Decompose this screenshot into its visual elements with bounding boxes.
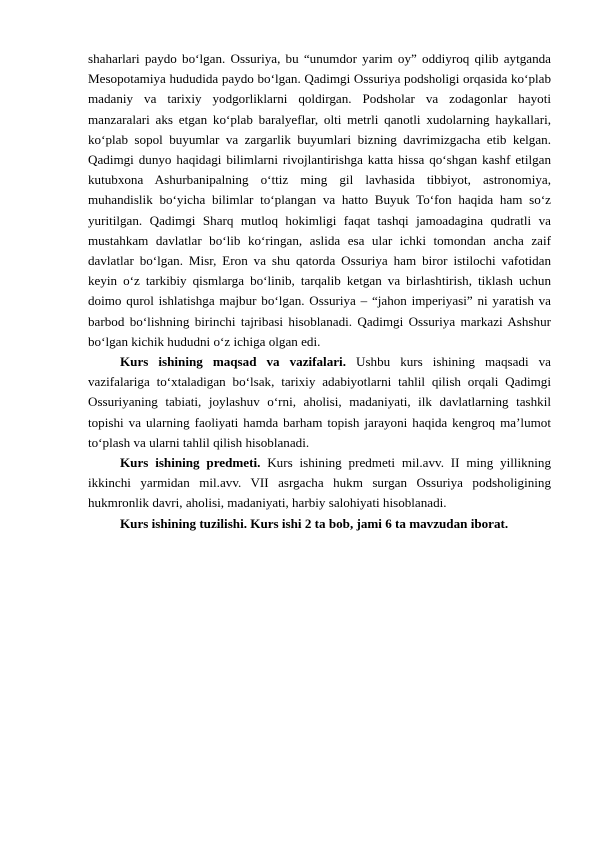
document-page xyxy=(88,49,551,534)
goals-heading: Kurs ishining maqsad va vazifalari. xyxy=(120,354,346,370)
subject-text: Kurs ishining predmeti mil.avv. II ming yillikning ikkinchi yarmidan mil.avv. VII asrgacha hukm surgan Ossuriya podsholigining hukmronlik davri, aholisi, madaniyati, harbiy salohiyati hisoblanadi. xyxy=(88,455,552,511)
subject-heading: Kurs ishining predmeti. xyxy=(120,455,261,471)
body-paragraph-structure: Kurs ishining tuzilishi. Kurs ishi 2 ta bob, jami 6 ta mavzudan iborat. xyxy=(120,515,509,531)
body-paragraph-intro: shaharlari paydo bo‘lgan. Ossuriya, bu “unumdor yarim oy” oddiyroq qilib aytganda Mesopotamiya hududida paydo bo‘lgan. Qadimgi Ossuriya podsholigi orqasida ko‘plab madaniy va tarixiy yodgorliklarni qoldirgan. Podsholar va zodagonlar hayoti manzaralari aks etgan ko‘plab baralyeflar, olti metrli qanotli xudolarning haykallari, ko‘plab sopol buyumlar va zargarlik buyumlari bizning davrimizgacha etib kelgan. Qadimgi dunyo haqidagi bilimlarni rivojlantirishga katta hissa qo‘shgan kashf etilgan kutubxona Ashurbanipalning o‘ttiz ming gil lavhasida tibbiyot, astronomiya, muhandislik bo‘yicha bilimlar to‘plangan va hatto Buyuk To‘fon haqida ham so‘z yuritilgan. Qadimgi Sharq mutloq hokimligi faqat tashqi jamoadagina qudratli va mustahkam davlatlar bo‘lib ko‘ringan, aslida esa ular ichki tomondan ancha zaif davlatlar bo‘lgan. Misr, Eron va shu qatorda Ossuriya ham biror istilochi vafotidan keyin o‘z tarkibiy qismlarga bo‘linib, tarqalib ketgan va birlashtirish, tiklash uchun doimo qurol ishlatishga majbur bo‘lgan. Ossuriya – “jahon imperiyasi” ni yaratish va barbod bo‘lishning birinchi tajribasi hisoblanadi. Qadimgi Ossuriya markazi Ashshur bo‘lgan kichik hududni o‘z ichiga olgan edi. xyxy=(88,51,551,349)
goals-text: Ushbu kurs ishining maqsadi va vazifalariga to‘xtaladigan bo‘lsak, tarixiy adabiyotlarni tahlil qilish orqali Qadimgi Ossuriyaning tabiati, joylashuv o‘rni, aholisi, madaniyati, ilk davlatlarning tashkil topishi va ularning faoliyati hamda barham topish jarayoni haqida kengroq ma’lumot to‘plash va ularni tahlil qilish hisoblanadi. xyxy=(88,354,551,450)
body-paragraph-goals xyxy=(88,352,551,453)
body-paragraph-subject xyxy=(88,453,551,514)
